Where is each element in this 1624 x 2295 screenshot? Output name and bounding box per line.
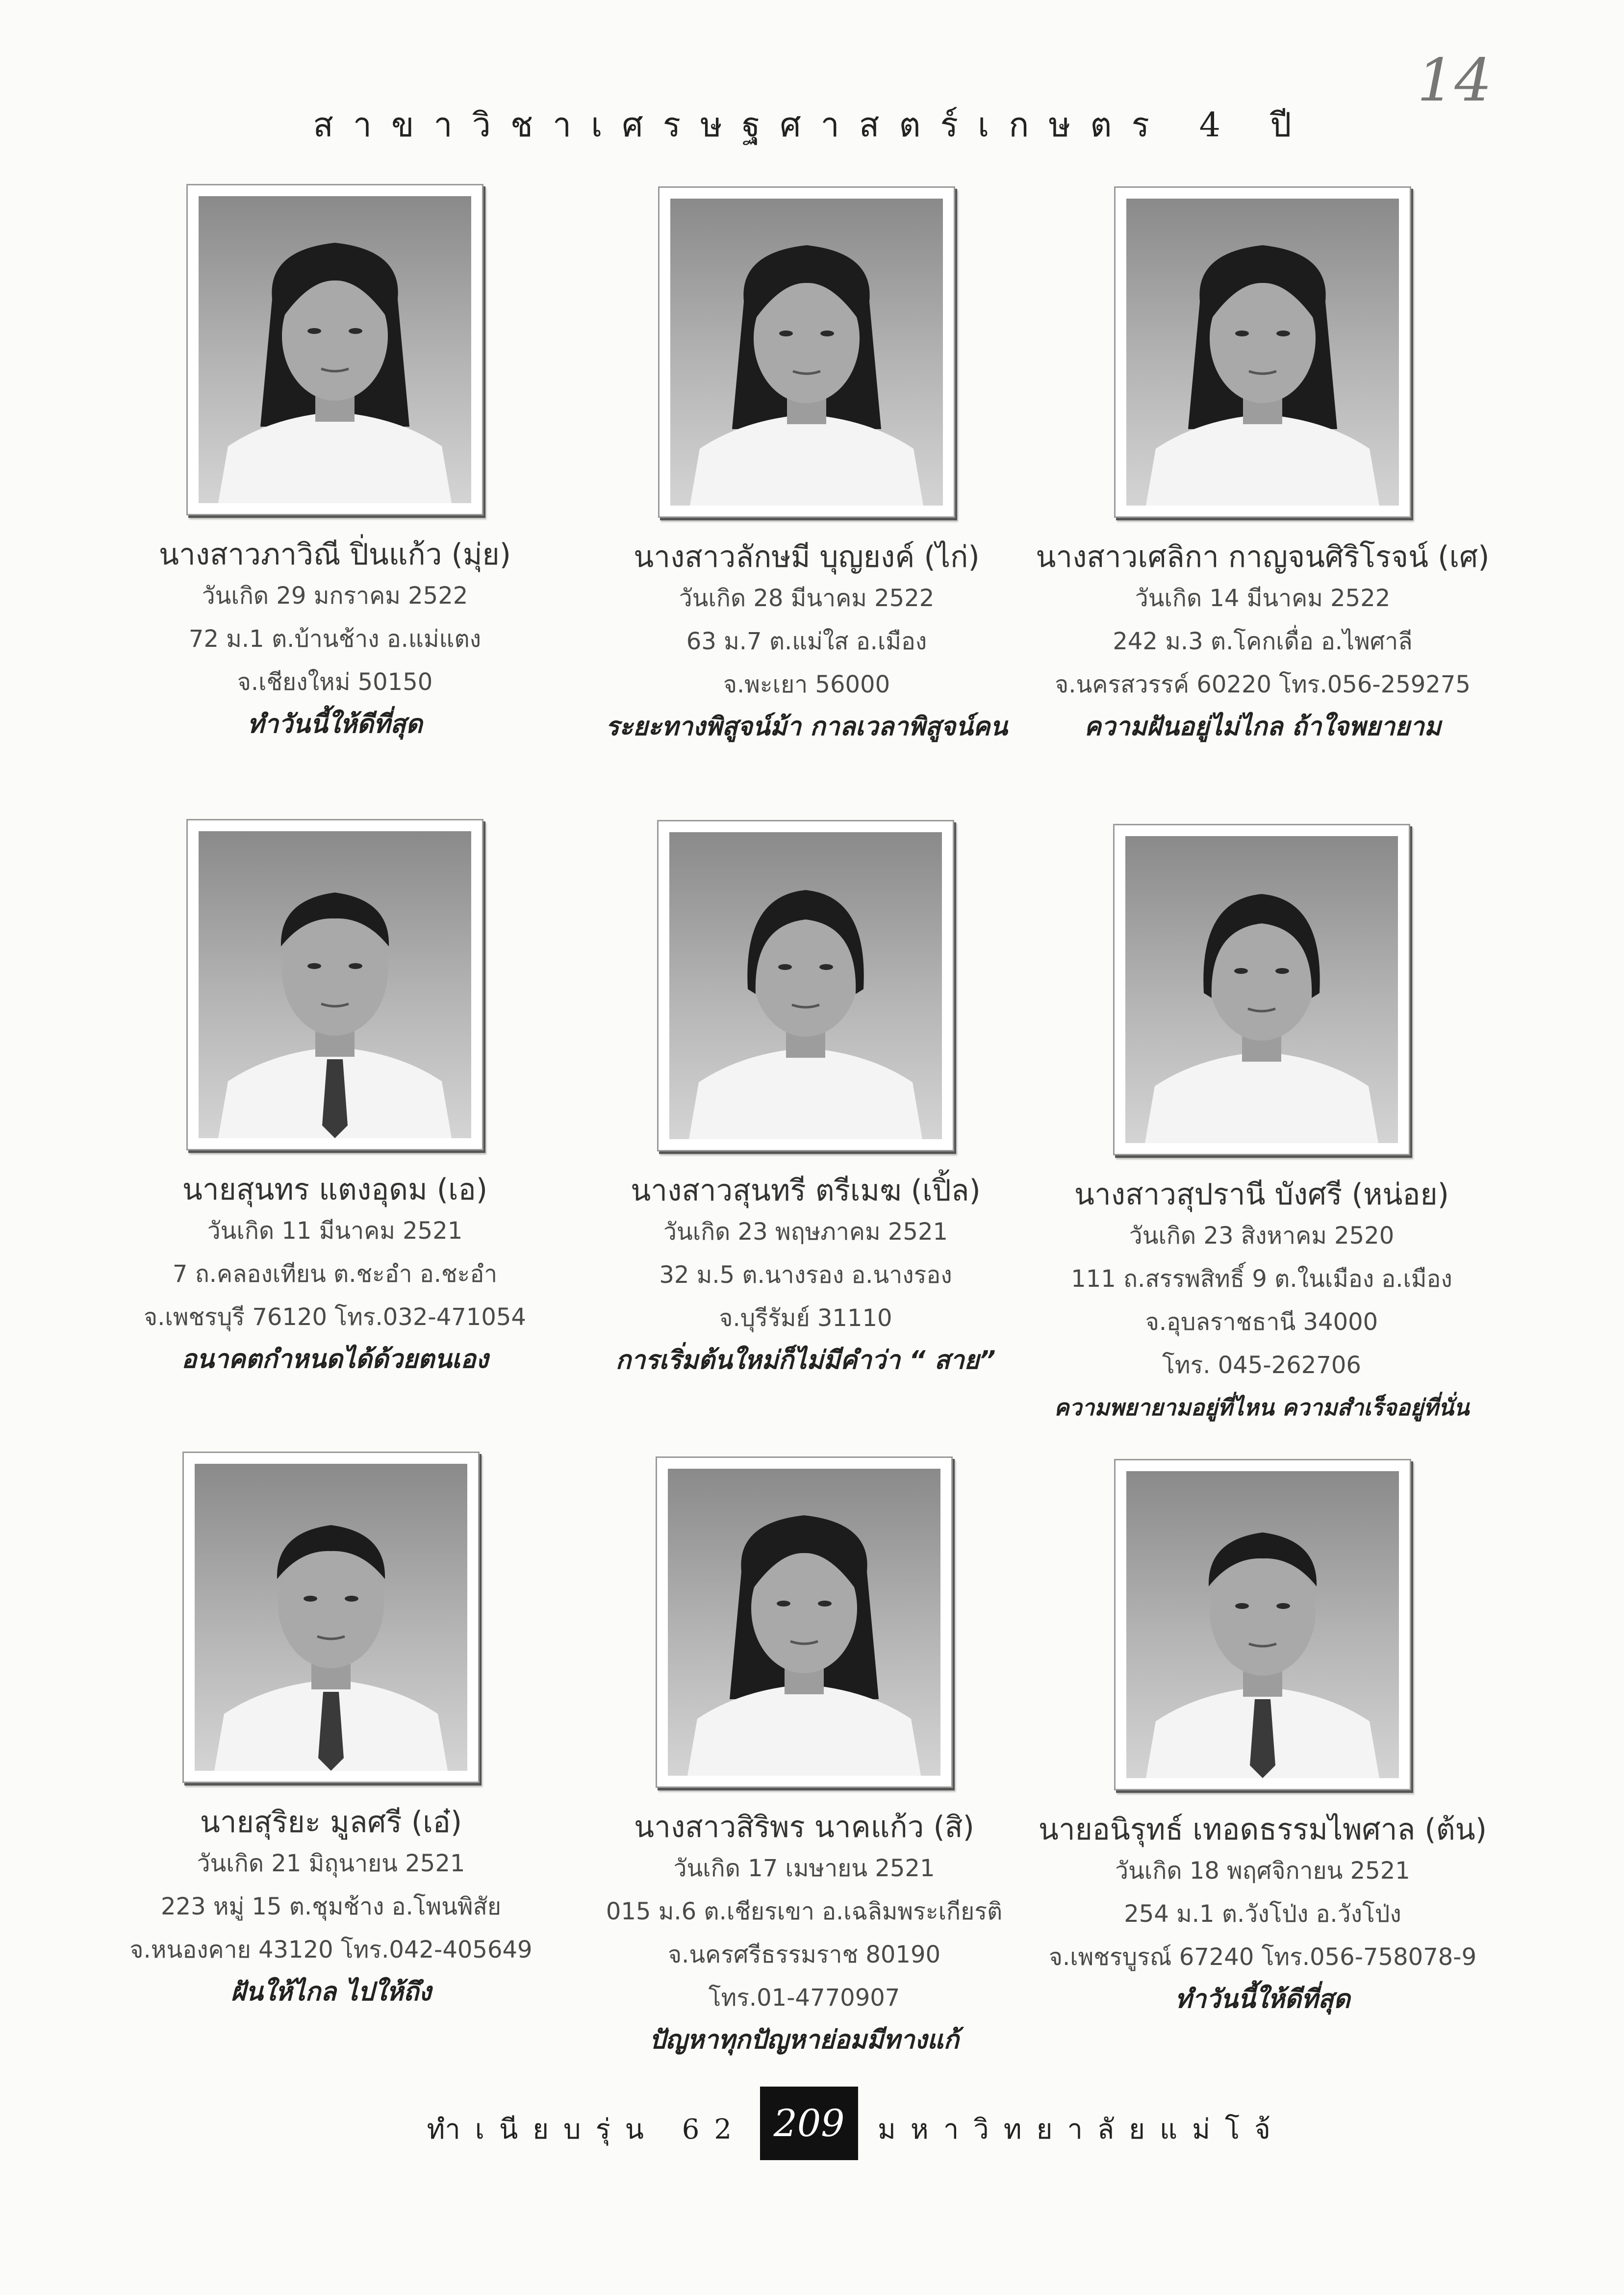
student-card xyxy=(1030,186,1496,747)
student-portrait xyxy=(657,820,954,1151)
eye-right xyxy=(818,1601,832,1606)
student-province-phone: จ.เพชรบุรี 76120 โทร.032-471054 xyxy=(144,1303,526,1331)
eye-right xyxy=(820,331,834,336)
eye-right xyxy=(349,328,362,334)
student-motto: ฝันให้ไกล ไปให้ถึง xyxy=(230,1977,431,2007)
student-portrait xyxy=(182,1452,480,1783)
student-address: 32 ม.5 ต.นางรอง อ.นางรอง xyxy=(659,1261,952,1289)
student-motto: ระยะทางพิสูจน์ม้า กาลเวลาพิสูจน์คน xyxy=(606,712,1008,741)
student-name: นายอนิรุทธ์ เทอดธรรมไพศาล (ต้น) xyxy=(1038,1812,1487,1847)
eye-right xyxy=(819,964,833,970)
student-card xyxy=(1030,1459,1496,2020)
student-motto: ความพยายามอยู่ที่ไหน ความสำเร็จอยู่ที่นั่น xyxy=(1054,1394,1470,1421)
student-address: 242 ม.3 ต.โคกเดื่อ อ.ไพศาลี xyxy=(1113,628,1413,655)
student-motto: การเริ่มต้นใหม่ก็ไม่มีคำว่า “ สาย” xyxy=(615,1346,996,1375)
student-card xyxy=(571,1456,1037,2061)
student-card xyxy=(1029,824,1495,1428)
student-birthday: วันเกิด 18 พฤศจิกายน 2521 xyxy=(1115,1857,1410,1885)
student-name: นางสาวลักษมี บุญยงค์ (ไก่) xyxy=(634,540,980,574)
student-card xyxy=(102,819,568,1380)
student-portrait xyxy=(186,184,483,515)
student-birthday: วันเกิด 23 สิงหาคม 2520 xyxy=(1129,1222,1395,1250)
student-name: นางสาวสิริพร นาคแก้ว (สิ) xyxy=(634,1810,974,1844)
portrait-image xyxy=(670,199,943,506)
student-motto: ทำวันนี้ให้ดีที่สุด xyxy=(1175,1985,1350,2014)
student-province-phone: จ.นครสวรรค์ 60220 โทร.056-259275 xyxy=(1055,671,1471,698)
page-number: 209 xyxy=(760,2087,858,2160)
student-address: 111 ถ.สรรพสิทธิ์ 9 ต.ในเมือง อ.เมือง xyxy=(1071,1265,1452,1293)
eye-left xyxy=(779,331,793,336)
student-province: จ.พะเยา 56000 xyxy=(723,671,890,698)
portrait-image xyxy=(195,1464,467,1771)
student-province-phone: จ.เพชรบูรณ์ 67240 โทร.056-758078-9 xyxy=(1048,1943,1477,1971)
portrait-image xyxy=(199,831,471,1138)
eye-right xyxy=(1276,331,1290,336)
student-address: 223 หมู่ 15 ต.ชุมช้าง อ.โพนพิสัย xyxy=(160,1893,501,1920)
eye-left xyxy=(1235,331,1249,336)
student-province-phone: จ.หนองคาย 43120 โทร.042-405649 xyxy=(129,1936,533,1964)
eye-left xyxy=(307,328,321,334)
portrait-image xyxy=(668,1469,940,1776)
student-portrait xyxy=(658,186,955,518)
student-name: นางสาวภาวิณี ปิ่นแก้ว (มุ่ย) xyxy=(158,537,511,572)
student-portrait xyxy=(186,819,483,1150)
student-address: 254 ม.1 ต.วังโป่ง อ.วังโป่ง xyxy=(1124,1900,1401,1928)
student-portrait xyxy=(1114,1459,1411,1790)
student-address: 015 ม.6 ต.เชียรเขา อ.เฉลิมพระเกียรติ xyxy=(606,1898,1003,1925)
student-motto: ความฝันอยู่ไม่ไกล ถ้าใจพยายาม xyxy=(1084,712,1441,741)
handwritten-page-mark: 14 xyxy=(1417,47,1492,115)
eye-left xyxy=(307,963,321,969)
student-name: นางสาวเศลิกา กาญจนศิริโรจน์ (เศ) xyxy=(1036,540,1490,574)
student-card xyxy=(573,820,1039,1381)
student-birthday: วันเกิด 29 มกราคม 2522 xyxy=(202,582,468,610)
portrait-image xyxy=(1126,1471,1399,1778)
student-name: นางสาวสุปรานี บังศรี (หน่อย) xyxy=(1074,1177,1449,1212)
footer-university-label: มหาวิทยาลัยแม่โจ้ xyxy=(878,2114,1285,2145)
student-birthday: วันเกิด 11 มีนาคม 2521 xyxy=(207,1217,463,1245)
student-province: จ.นครศรีธรรมราช 80190 xyxy=(667,1941,941,1968)
student-birthday: วันเกิด 17 เมษายน 2521 xyxy=(673,1855,935,1882)
portrait-image xyxy=(199,196,471,503)
student-name: นายสุนทร แตงอุดม (เอ) xyxy=(182,1173,488,1207)
student-birthday: วันเกิด 21 มิถุนายน 2521 xyxy=(197,1850,465,1877)
student-birthday: วันเกิด 14 มีนาคม 2522 xyxy=(1135,585,1391,612)
student-province: จ.บุรีรัมย์ 31110 xyxy=(719,1304,892,1332)
portrait-image xyxy=(1125,836,1398,1143)
eye-left xyxy=(778,964,792,970)
student-address: 7 ถ.คลองเทียน ต.ชะอำ อ.ชะอำ xyxy=(172,1260,498,1288)
student-portrait xyxy=(1114,186,1411,518)
eye-right xyxy=(1276,1603,1290,1609)
eye-right xyxy=(349,963,362,969)
student-phone: โทร.01-4770907 xyxy=(708,1984,900,2012)
portrait-image xyxy=(1126,199,1399,506)
eye-right xyxy=(345,1596,358,1602)
footer-class-label: ทำเนียบรุ่น 62 xyxy=(427,2114,746,2145)
student-name: นายสุริยะ มูลศรี (เอ๋) xyxy=(200,1805,462,1839)
student-motto: อนาคตกำหนดได้ด้วยตนเอง xyxy=(181,1345,488,1374)
student-card xyxy=(98,1452,564,2013)
student-address: 63 ม.7 ต.แม่ใส อ.เมือง xyxy=(686,628,927,655)
student-motto: ปัญหาทุกปัญหาย่อมมีทางแก้ xyxy=(649,2025,959,2055)
student-birthday: วันเกิด 28 มีนาคม 2522 xyxy=(679,585,935,612)
eye-left xyxy=(777,1601,790,1606)
student-phone: โทร. 045-262706 xyxy=(1162,1352,1361,1379)
student-province: จ.อุบลราชธานี 34000 xyxy=(1145,1308,1378,1336)
student-card xyxy=(102,184,568,745)
student-portrait xyxy=(1113,824,1410,1155)
eye-left xyxy=(1235,1603,1249,1609)
portrait-image xyxy=(669,832,942,1139)
student-card xyxy=(574,186,1040,747)
eye-left xyxy=(304,1596,317,1602)
page-title: สาขาวิชาเศรษฐศาสตร์เกษตร 4 ปี xyxy=(313,106,1311,145)
page-footer xyxy=(0,2087,1624,2160)
student-address: 72 ม.1 ต.บ้านช้าง อ.แม่แตง xyxy=(188,625,482,653)
student-birthday: วันเกิด 23 พฤษภาคม 2521 xyxy=(663,1218,948,1246)
student-name: นางสาวสุนทรี ตรีเมฆ (เปิ้ล) xyxy=(631,1173,981,1208)
student-motto: ทำวันนี้ให้ดีที่สุด xyxy=(247,710,423,739)
eye-left xyxy=(1234,968,1248,974)
eye-right xyxy=(1275,968,1289,974)
student-portrait xyxy=(656,1456,953,1788)
student-province: จ.เชียงใหม่ 50150 xyxy=(237,668,433,696)
